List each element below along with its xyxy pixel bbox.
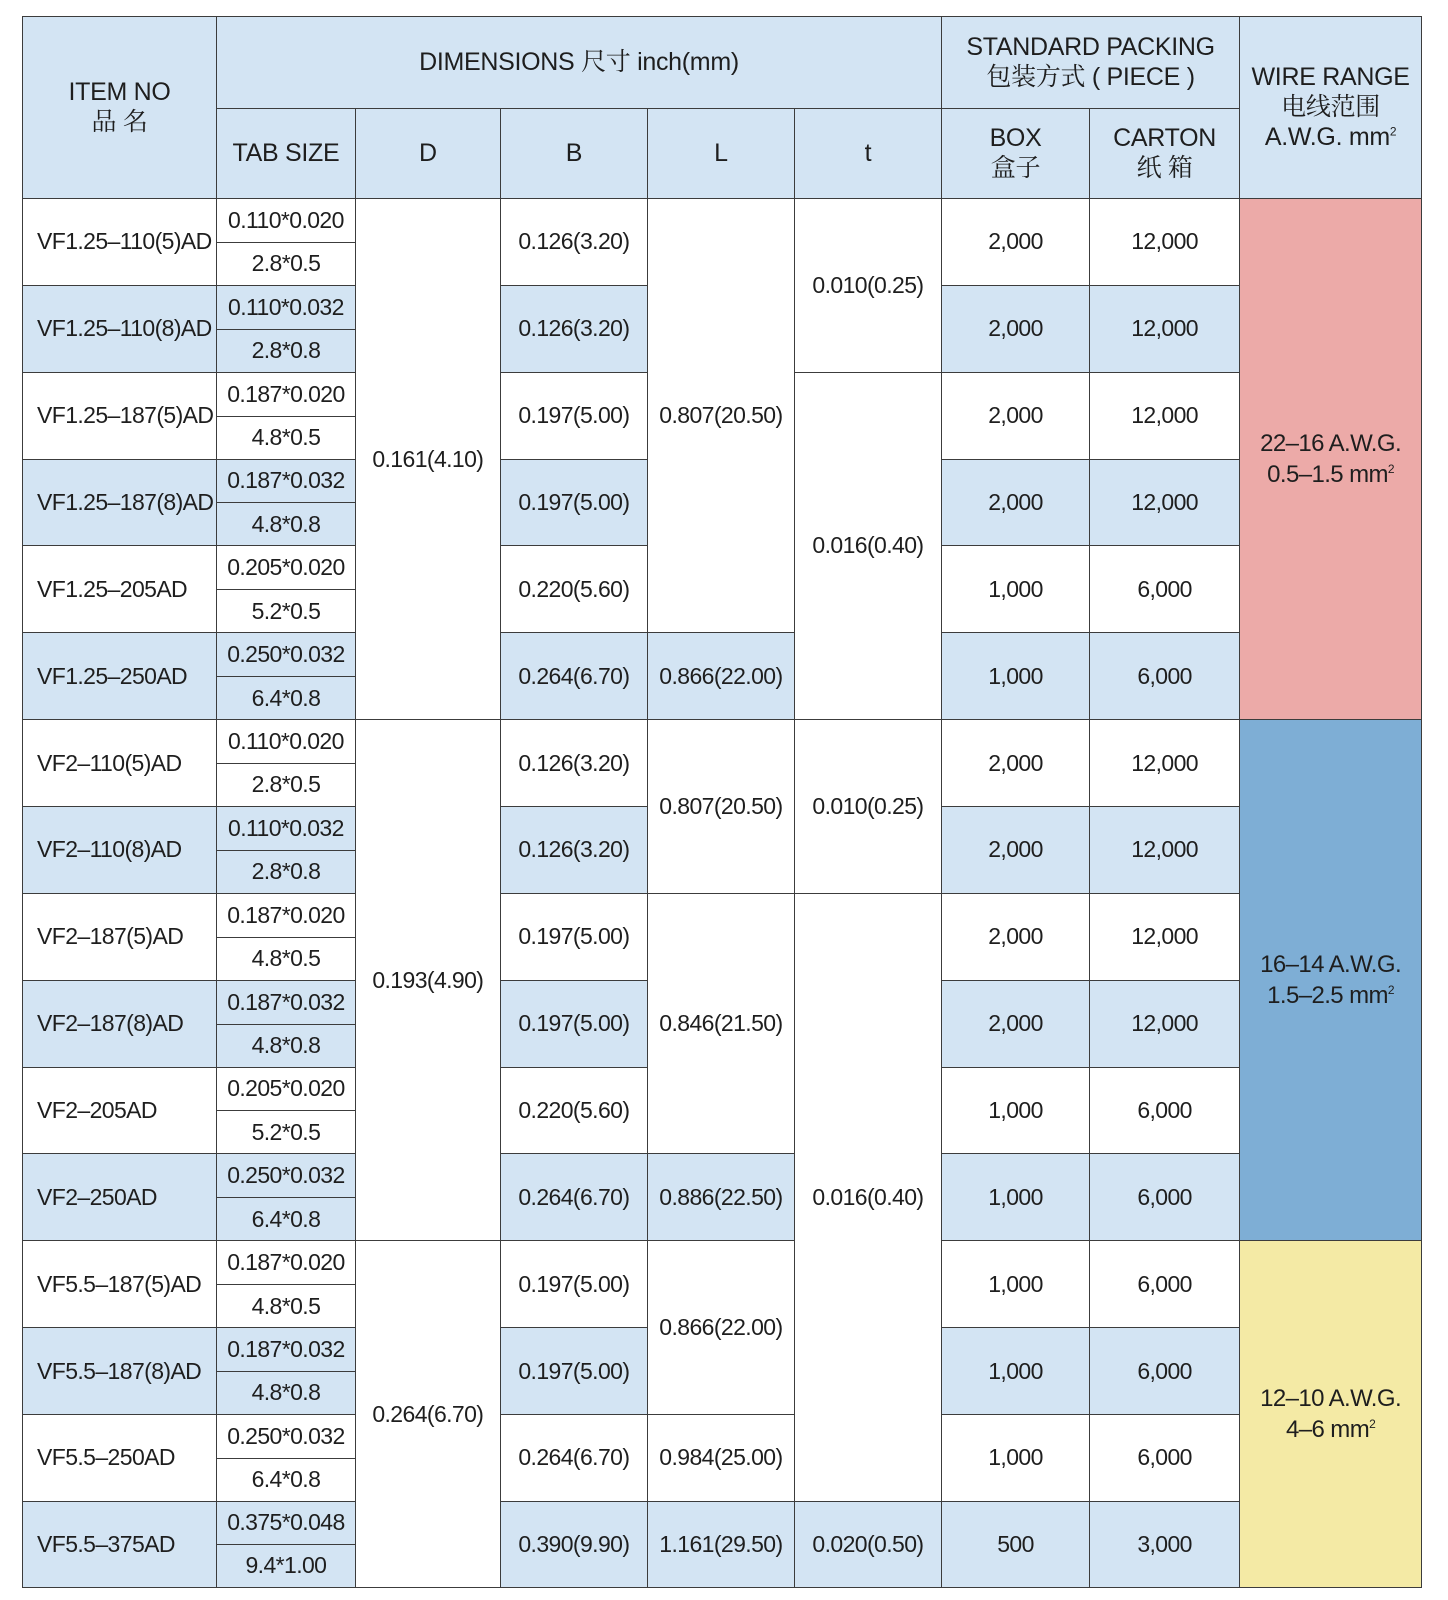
item-no-cell: VF1.25–187(5)AD (23, 372, 217, 459)
carton-qty-cell: 6,000 (1090, 546, 1240, 633)
tab-size-mm-cell: 5.2*0.5 (217, 590, 356, 633)
tab-size-inch-cell: 0.250*0.032 (217, 1414, 356, 1458)
tab-size-inch-cell: 0.110*0.020 (217, 198, 356, 242)
b-value-cell: 0.264(6.70) (500, 633, 647, 720)
header-item-no-label: ITEM NO (68, 78, 171, 107)
wire-range-cell (1240, 720, 1422, 1241)
superscript-2: 2 (1387, 983, 1394, 998)
carton-qty-cell: 3,000 (1090, 1501, 1240, 1587)
header-dimensions: DIMENSIONS 尺寸 inch(mm) (217, 17, 942, 109)
table-row (23, 1154, 1422, 1198)
tab-size-inch-cell: 0.187*0.020 (217, 1241, 356, 1285)
table-row (23, 720, 1422, 764)
carton-qty-cell: 6,000 (1090, 1414, 1240, 1501)
wire-range-mm-value: 1.5–2.5 mm (1267, 982, 1388, 1010)
header-b: B (500, 108, 647, 198)
tab-size-mm-cell: 9.4*1.00 (217, 1544, 356, 1587)
t-value-cell: 0.020(0.50) (794, 1501, 941, 1587)
header-l: L (647, 108, 794, 198)
carton-qty-cell: 6,000 (1090, 1328, 1240, 1415)
box-qty-cell: 1,000 (941, 1241, 1089, 1328)
t-value-cell: 0.016(0.40) (794, 372, 941, 719)
tab-size-mm-cell: 4.8*0.5 (217, 1285, 356, 1328)
tab-size-inch-cell: 0.110*0.032 (217, 285, 356, 329)
item-no-cell: VF1.25–110(8)AD (23, 285, 217, 372)
superscript-2: 2 (1369, 1417, 1376, 1432)
carton-qty-cell: 12,000 (1090, 198, 1240, 285)
header-tab-size: TAB SIZE (217, 108, 356, 198)
t-value-cell: 0.010(0.25) (794, 720, 941, 894)
spec-table (22, 16, 1422, 1588)
wire-range-awg: 16–14 A.W.G. (1260, 951, 1402, 979)
tab-size-inch-cell: 0.110*0.032 (217, 806, 356, 850)
box-qty-cell: 2,000 (941, 459, 1089, 546)
wire-range-mm-value: 4–6 mm (1285, 1416, 1370, 1444)
tab-size-mm-cell: 2.8*0.5 (217, 764, 356, 807)
tab-size-inch-cell: 0.187*0.032 (217, 1328, 356, 1372)
table-row (23, 633, 1422, 677)
box-qty-cell: 2,000 (941, 806, 1089, 893)
tab-size-inch-cell: 0.110*0.020 (217, 720, 356, 764)
item-no-cell: VF2–187(5)AD (23, 893, 217, 980)
wire-range-cell (1240, 1241, 1422, 1588)
item-no-cell: VF2–110(5)AD (23, 720, 217, 807)
item-no-cell: VF5.5–187(5)AD (23, 1241, 217, 1328)
tab-size-inch-cell: 0.205*0.020 (217, 1067, 356, 1111)
l-value-cell: 0.866(22.00) (647, 1241, 794, 1415)
header-item-no-cn-label: 品 名 (91, 108, 148, 137)
box-qty-cell: 2,000 (941, 893, 1089, 980)
carton-qty-cell: 6,000 (1090, 633, 1240, 720)
b-value-cell: 0.264(6.70) (500, 1414, 647, 1501)
header-item-no (23, 17, 217, 199)
carton-qty-cell: 12,000 (1090, 980, 1240, 1067)
header-box (941, 108, 1089, 198)
header-d: D (355, 108, 500, 198)
header-standard-packing-label: STANDARD PACKING (966, 33, 1215, 62)
item-no-cell: VF1.25–187(8)AD (23, 459, 217, 546)
box-qty-cell: 2,000 (941, 980, 1089, 1067)
box-qty-cell: 1,000 (941, 1328, 1089, 1415)
header-carton-label: CARTON (1113, 124, 1217, 153)
b-value-cell: 0.220(5.60) (500, 546, 647, 633)
d-value-cell: 0.193(4.90) (355, 720, 500, 1241)
b-value-cell: 0.197(5.00) (500, 372, 647, 459)
header-standard-packing (941, 17, 1239, 109)
tab-size-mm-cell: 2.8*0.8 (217, 850, 356, 893)
wire-range-mm (1240, 459, 1421, 490)
carton-qty-cell: 12,000 (1090, 893, 1240, 980)
tab-size-inch-cell: 0.250*0.032 (217, 633, 356, 677)
tab-size-inch-cell: 0.205*0.020 (217, 546, 356, 590)
tab-size-mm-cell: 6.4*0.8 (217, 1198, 356, 1241)
tab-size-inch-cell: 0.187*0.020 (217, 893, 356, 937)
header-t: t (794, 108, 941, 198)
item-no-cell: VF5.5–375AD (23, 1501, 217, 1587)
box-qty-cell: 1,000 (941, 546, 1089, 633)
item-no-cell: VF1.25–110(5)AD (23, 198, 217, 285)
tab-size-mm-cell: 4.8*0.8 (217, 1024, 356, 1067)
wire-range-mm (1240, 980, 1421, 1011)
box-qty-cell: 500 (941, 1501, 1089, 1587)
tab-size-mm-cell: 4.8*0.5 (217, 937, 356, 980)
b-value-cell: 0.126(3.20) (500, 198, 647, 285)
box-qty-cell: 2,000 (941, 372, 1089, 459)
wire-range-awg: 22–16 A.W.G. (1260, 430, 1402, 457)
header-wire-range-cn-label: 电线范围 (1281, 93, 1380, 122)
tab-size-mm-cell: 6.4*0.8 (217, 1458, 356, 1501)
t-value-cell: 0.016(0.40) (794, 893, 941, 1501)
carton-qty-cell: 6,000 (1090, 1154, 1240, 1241)
carton-qty-cell: 6,000 (1090, 1241, 1240, 1328)
b-value-cell: 0.197(5.00) (500, 459, 647, 546)
box-qty-cell: 2,000 (941, 198, 1089, 285)
box-qty-cell: 1,000 (941, 633, 1089, 720)
table-row (23, 1414, 1422, 1458)
tab-size-inch-cell: 0.187*0.020 (217, 372, 356, 416)
l-value-cell: 1.161(29.50) (647, 1501, 794, 1587)
b-value-cell: 0.390(9.90) (500, 1501, 647, 1587)
item-no-cell: VF1.25–205AD (23, 546, 217, 633)
tab-size-mm-cell: 4.8*0.8 (217, 503, 356, 546)
table-row (23, 198, 1422, 242)
header-wire-range-label: WIRE RANGE (1251, 63, 1410, 92)
table-row (23, 1241, 1422, 1285)
l-value-cell: 0.984(25.00) (647, 1414, 794, 1501)
carton-qty-cell: 12,000 (1090, 285, 1240, 372)
tab-size-inch-cell: 0.187*0.032 (217, 459, 356, 503)
b-value-cell: 0.126(3.20) (500, 720, 647, 807)
l-value-cell: 0.807(20.50) (647, 720, 794, 894)
box-qty-cell: 1,000 (941, 1154, 1089, 1241)
box-qty-cell: 1,000 (941, 1067, 1089, 1154)
superscript-2: 2 (1389, 125, 1397, 140)
b-value-cell: 0.197(5.00) (500, 1241, 647, 1328)
tab-size-mm-cell: 4.8*0.8 (217, 1372, 356, 1415)
tab-size-mm-cell: 6.4*0.8 (217, 677, 356, 720)
b-value-cell: 0.126(3.20) (500, 285, 647, 372)
b-value-cell: 0.264(6.70) (500, 1154, 647, 1241)
header-wire-range-unit-label: A.W.G. mm (1264, 123, 1390, 152)
b-value-cell: 0.220(5.60) (500, 1067, 647, 1154)
header-carton-cn-label: 纸 箱 (1136, 154, 1193, 183)
wire-range-awg: 12–10 A.W.G. (1260, 1385, 1402, 1413)
header-standard-packing-cn-label: 包装方式 ( PIECE ) (986, 63, 1195, 92)
header-box-cn-label: 盒子 (990, 154, 1041, 183)
carton-qty-cell: 12,000 (1090, 806, 1240, 893)
d-value-cell: 0.264(6.70) (355, 1241, 500, 1588)
b-value-cell: 0.197(5.00) (500, 1328, 647, 1415)
tab-size-inch-cell: 0.187*0.032 (217, 980, 356, 1024)
header-box-label: BOX (989, 124, 1042, 153)
carton-qty-cell: 6,000 (1090, 1067, 1240, 1154)
wire-range-mm (1240, 1414, 1421, 1445)
wire-range-cell (1240, 198, 1422, 719)
wire-range-mm-value: 0.5–1.5 mm (1267, 461, 1388, 488)
tab-size-mm-cell: 4.8*0.5 (217, 416, 356, 459)
carton-qty-cell: 12,000 (1090, 459, 1240, 546)
table-row (23, 893, 1422, 937)
item-no-cell: VF1.25–250AD (23, 633, 217, 720)
b-value-cell: 0.126(3.20) (500, 806, 647, 893)
header-wire-range-unit (1240, 122, 1421, 152)
tab-size-mm-cell: 2.8*0.8 (217, 329, 356, 372)
b-value-cell: 0.197(5.00) (500, 980, 647, 1067)
t-value-cell: 0.010(0.25) (794, 198, 941, 372)
item-no-cell: VF2–250AD (23, 1154, 217, 1241)
l-value-cell: 0.886(22.50) (647, 1154, 794, 1241)
b-value-cell: 0.197(5.00) (500, 893, 647, 980)
box-qty-cell: 2,000 (941, 720, 1089, 807)
tab-size-inch-cell: 0.250*0.032 (217, 1154, 356, 1198)
l-value-cell: 0.807(20.50) (647, 198, 794, 632)
header-wire-range (1240, 17, 1422, 199)
item-no-cell: VF5.5–250AD (23, 1414, 217, 1501)
tab-size-mm-cell: 5.2*0.5 (217, 1111, 356, 1154)
carton-qty-cell: 12,000 (1090, 720, 1240, 807)
table-row (23, 1501, 1422, 1544)
header-carton (1090, 108, 1240, 198)
item-no-cell: VF2–187(8)AD (23, 980, 217, 1067)
superscript-2: 2 (1387, 462, 1394, 476)
item-no-cell: VF2–110(8)AD (23, 806, 217, 893)
l-value-cell: 0.846(21.50) (647, 893, 794, 1154)
carton-qty-cell: 12,000 (1090, 372, 1240, 459)
box-qty-cell: 2,000 (941, 285, 1089, 372)
d-value-cell: 0.161(4.10) (355, 198, 500, 719)
item-no-cell: VF5.5–187(8)AD (23, 1328, 217, 1415)
tab-size-mm-cell: 2.8*0.5 (217, 242, 356, 285)
item-no-cell: VF2–205AD (23, 1067, 217, 1154)
l-value-cell: 0.866(22.00) (647, 633, 794, 720)
box-qty-cell: 1,000 (941, 1414, 1089, 1501)
tab-size-inch-cell: 0.375*0.048 (217, 1501, 356, 1544)
